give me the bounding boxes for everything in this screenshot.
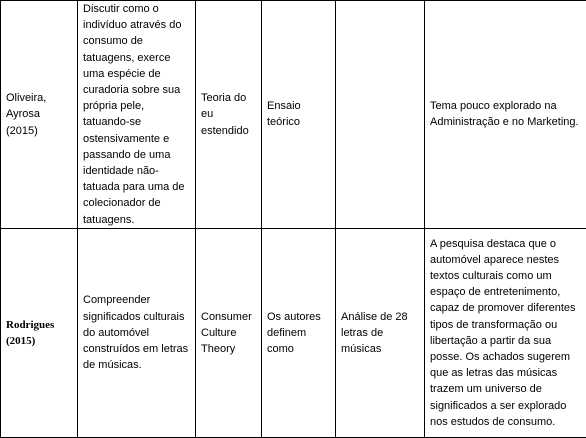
result-cell — [425, 228, 586, 437]
objective-cell — [78, 228, 196, 437]
objective-text: Compreender significados culturais do automóvel construídos em letras de músicas. — [83, 294, 189, 372]
method-cell — [262, 228, 336, 437]
analysis-cell — [336, 1, 425, 229]
analysis-cell — [336, 228, 425, 437]
objective-text: Discutir como o indivíduo através do consumo de tatuagens, exerce uma espécie de curadoria sobre sua própria pele, tatuando-se ostensivamente e passando de uma identidade não-tatuada para uma de colecionador de tatuagens. — [83, 3, 185, 226]
author-text: Rodrigues (2015) — [6, 318, 55, 347]
analysis-text: Análise de 28 letras de músicas — [341, 310, 408, 355]
result-text: Tema pouco explorado na Administração e no Marketing. — [430, 100, 579, 129]
method-cell — [262, 1, 336, 229]
theory-cell — [196, 228, 262, 437]
author-text: Oliveira, Ayrosa (2015) — [6, 92, 47, 137]
result-cell — [425, 1, 586, 229]
table-row — [1, 228, 586, 437]
author-cell — [1, 1, 78, 229]
table-row — [1, 1, 586, 229]
theory-cell — [196, 1, 262, 229]
theory-text: Teoria do eu estendido — [201, 92, 249, 137]
theory-text: Consumer Culture Theory — [201, 310, 252, 355]
objective-cell — [78, 1, 196, 229]
method-text: Os autores definem como — [267, 310, 321, 355]
method-text: Ensaio teórico — [267, 100, 301, 129]
result-text: A pesquisa destaca que o automóvel aparece nestes textos culturais como um espaço de entretenimento, capaz de promover diferentes tipos de transformação ou libertação a partir da sua posse. Os achados sugerem que as letras das músicas trazem um universo de significados a ser explorado nos estudos de consumo. — [430, 237, 576, 428]
author-cell — [1, 228, 78, 437]
